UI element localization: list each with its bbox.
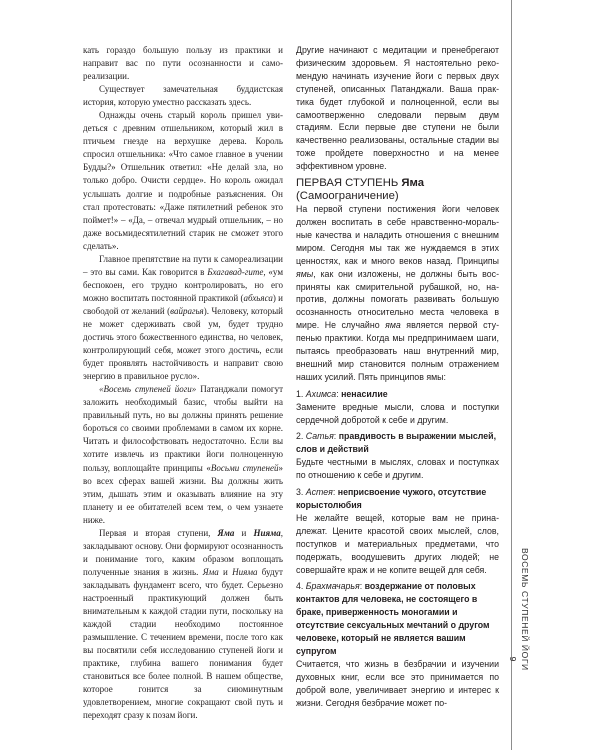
section-heading: ПЕРВАЯ СТУПЕНЬ Яма (Самоограничение) (296, 177, 425, 203)
principle-item: 2. Сатья: правдивость в выражении мыслей, слов и действий Будьте честными в мыслях, словах и поступках по отношению к себе и другим. (296, 431, 499, 481)
intro-paragraph: Другие начинают с медитации и пренебрегают физическим здоровьем. Я настоятельно рекомендую начинать изучение йоги с первых двух ступеней, описанных Патанджали. Ваша практика будет глубокой и полноценной, если вы самоотверженно следовали первым двум стадиям. Если первые две ступени не были качественно реализованы, остальные стадии вы тоже пройдете поверхностно и на менее эффективном уровне. (296, 45, 499, 172)
principle-item: 3. Астея: неприсвоение чужого, отсутствие корыстолюбия Не желайте вещей, которые вам не принадлежат. Цените красотой своих мыслей, слов, поступков и материальных предметами, что подержать, воодушевить других людей; не совершайте краж и не копите вещей для себя. (296, 487, 499, 575)
paragraph: Существует замечательная буддистская история, которую уместно рассказать здесь. (83, 84, 283, 108)
paragraph: Главное препятствие на пути к самореализации – это вы сами. Как говорится в Бхагавад-гите, «ум беспокоен, его трудно контролировать, но его можно воспитать постоянной практикой (абхьяса) и свободой от желаний (вайрагья). Человеку, который не может сдерживать свой ум, будет трудно достичь этого божественного единства, но человек, контролирующий себя, может этого достичь, если будет проявлять настойчивость и направит свою энергию в правильное русло». (83, 253, 284, 382)
principle-item: 1. Ахимса: ненасилие Замените вредные мысли, слова и поступки сердечной добротой к себе и другим. (296, 388, 499, 425)
paragraph: «Восемь ступеней йоги» Патанджали помогут заложить необходимый базис, чтобы выйти на правильный путь, но вы должны принять решение бороться со своими проблемами в самом их корне. Читать и философствовать недостаточно. Если вы хотите извлечь из практики йоги полноценную пользу, воплощайте принципы «Восьми ступеней» во всех сферах вашей жизни. Вы должны жить этим, дышать этим и оказывать влияние на эту планету и ее обитателей всем тем, о чем узнаете ниже. (83, 384, 284, 525)
paragraph: Однажды очень старый король пришел увидеться с древним отшельником, который жил в птичьем гнезде на верхушке дерева. Король спросил отшельника: «Что самое главное в учении Будды?» Отшельник ответил: «Не делай зла, но только добро. Очисти сердце». Но король ожидал услышать долгие и подробные разъяснения. Он стал протестовать: «Даже пятилетний ребенок это поймет!» – «Да, – отвечал мудрый отшельник, – но даже восьмидесятилетний старик не сможет этого сделать». (83, 110, 283, 251)
page-number: 9 (508, 656, 518, 662)
principle-item: 4. Брахмачарья: воздержание от половых контактов для человека, не состоящего в браке, приверженность моногамии и отсутствие сексуальных мечтаний о другом человеке, который не является вашим супругом Считается, что жизнь в безбрачии и изучении духовных книг, если все это принимается по доброй воле, увеличивает энергию и интерес к жизни. Сегодня безбрачие может по- (296, 581, 499, 708)
right-column (296, 44, 499, 712)
left-column (83, 44, 283, 722)
paragraph: Первая и вторая ступени, Яма и Нияма, закладывают основу. Они формируют осознанность и понимание того, каким образом воплощать полученные знания в жизнь. Яма и Нияма будут закладывать фундамент всего, что будет. Серьезно настроенный практикующий должен быть внимательным к каждой стадии пути, поскольку на каждой стадии необходимо постоянное размышление. С течением времени, после того как вы посвятили себя исследованию ступеней йоги и практике, глубина вашего понимания будет становиться все более полной. В нашем обществе, которое гонится за сиюминутным удовлетворением, многие сокращают свой путь и переходят сразу к позам йоги. (83, 527, 283, 721)
running-title: ВОСЕМЬ СТУПЕНЕЙ ЙОГИ (520, 548, 530, 671)
paragraph: кать гораздо большую пользу из практики и направит вас по пути осознанности и самореализации. (83, 45, 283, 82)
section-body: На первой ступени постижения йоги человек должен воспитать в себе нравственно-моральные качества и наладить отношения с внешним миром. Сегодня мы так же нуждаемся в этих ценностях, как и много веков назад. Принципы ямы, как они изложены, не должны быть восприняты как смирительной рубашкой, но, напротив, должны помогать развивать большую осознанность относительно места человека в мире. Не случайно яма является первой ступенью практики. Когда мы предпринимаем шаги, пытаясь преобразовать наш внутренний мир, внешний мир становится полным отражением наших усилий. Пять принципов ямы: (296, 204, 500, 382)
